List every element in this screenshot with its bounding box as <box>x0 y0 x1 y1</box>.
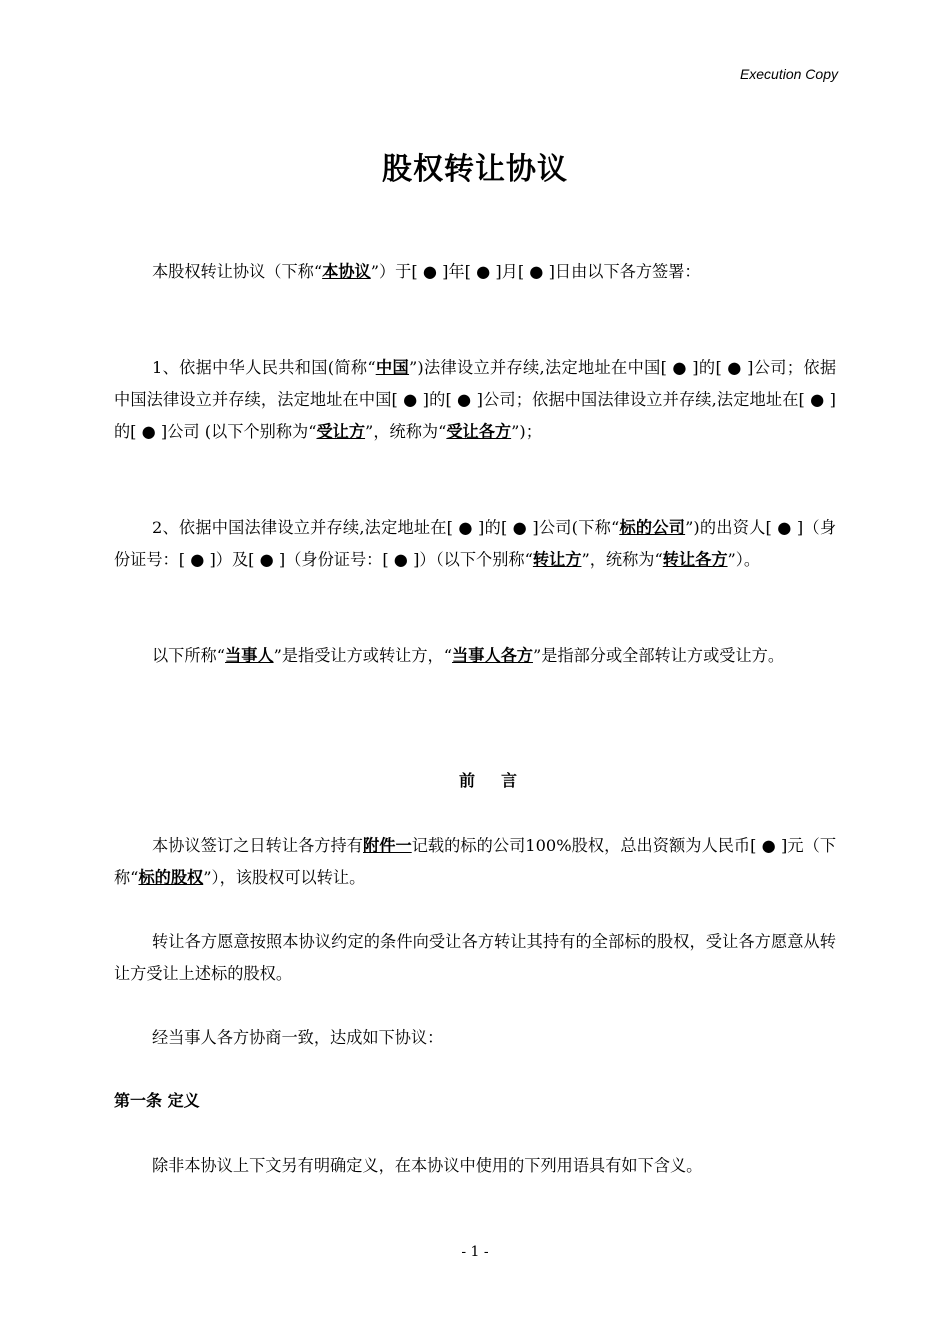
defined-term: 受让各方 <box>446 422 512 441</box>
defined-term: 转让各方 <box>662 550 728 569</box>
defined-term: 中国 <box>375 358 410 377</box>
article-1-paragraph: 除非本协议上下文另有明确定义，在本协议中使用的下列用语具有如下含义。 <box>152 1156 703 1175</box>
transferee-paragraph: 1、依据中华人民共和国(简称“中国”)法律设立并存续,法定地址在中国[ ● ]的[ ● ]公司；依据中国法律设立并存续，法定地址在中国[ ● ]的[ ● ]公司；依据中国法律设立并存续,法定地址在[ ● ]的[ ● ]公司 (以下个别称为“受让方”，统称为“受让各方”)； <box>114 358 837 441</box>
defined-term: 标的股权 <box>138 868 204 887</box>
document-title: 股权转让协议 <box>382 152 568 187</box>
defined-term: 本协议 <box>322 262 371 281</box>
defined-term: 标的公司 <box>619 518 686 537</box>
preface-paragraph-3: 经当事人各方协商一致，达成如下协议： <box>152 1028 444 1047</box>
transferor-paragraph: 2、依据中国法律设立并存续,法定地址在[ ● ]的[ ● ]公司(下称“标的公司”)的出资人[ ● ]（身份证号：[ ● ]）及[ ● ]（身份证号：[ ● ]）（以下个别称“转让方”，统称为“转让各方”）。 <box>114 518 836 569</box>
defined-term: 当事人 <box>225 646 274 665</box>
defined-term: 当事人各方 <box>452 646 533 665</box>
defined-term: 受让方 <box>316 422 366 441</box>
preface-paragraph-2: 转让各方愿意按照本协议约定的条件向受让各方转让其持有的全部标的股权，受让各方愿意从转让方受让上述标的股权。 <box>114 932 836 983</box>
annex-reference: 附件一 <box>363 836 412 855</box>
intro-paragraph: 本股权转让协议（下称“本协议”）于[ ● ]年[ ● ]月[ ● ]日由以下各方签署： <box>152 262 701 281</box>
page-number: - 1 - <box>461 1244 489 1260</box>
preface-paragraph-1: 本协议签订之日转让各方持有附件一记载的标的公司100%股权，总出资额为人民币[ ● ]元（下称“标的股权”），该股权可以转让。 <box>114 836 837 887</box>
parties-definition-paragraph: 以下所称“当事人”是指受让方或转让方，“当事人各方”是指部分或全部转让方或受让方。 <box>152 646 785 665</box>
preface-heading: 前言 <box>458 771 543 790</box>
article-1-heading: 第一条 定义 <box>114 1091 200 1110</box>
execution-copy-label: Execution Copy <box>739 66 838 82</box>
defined-term: 转让方 <box>532 550 582 569</box>
